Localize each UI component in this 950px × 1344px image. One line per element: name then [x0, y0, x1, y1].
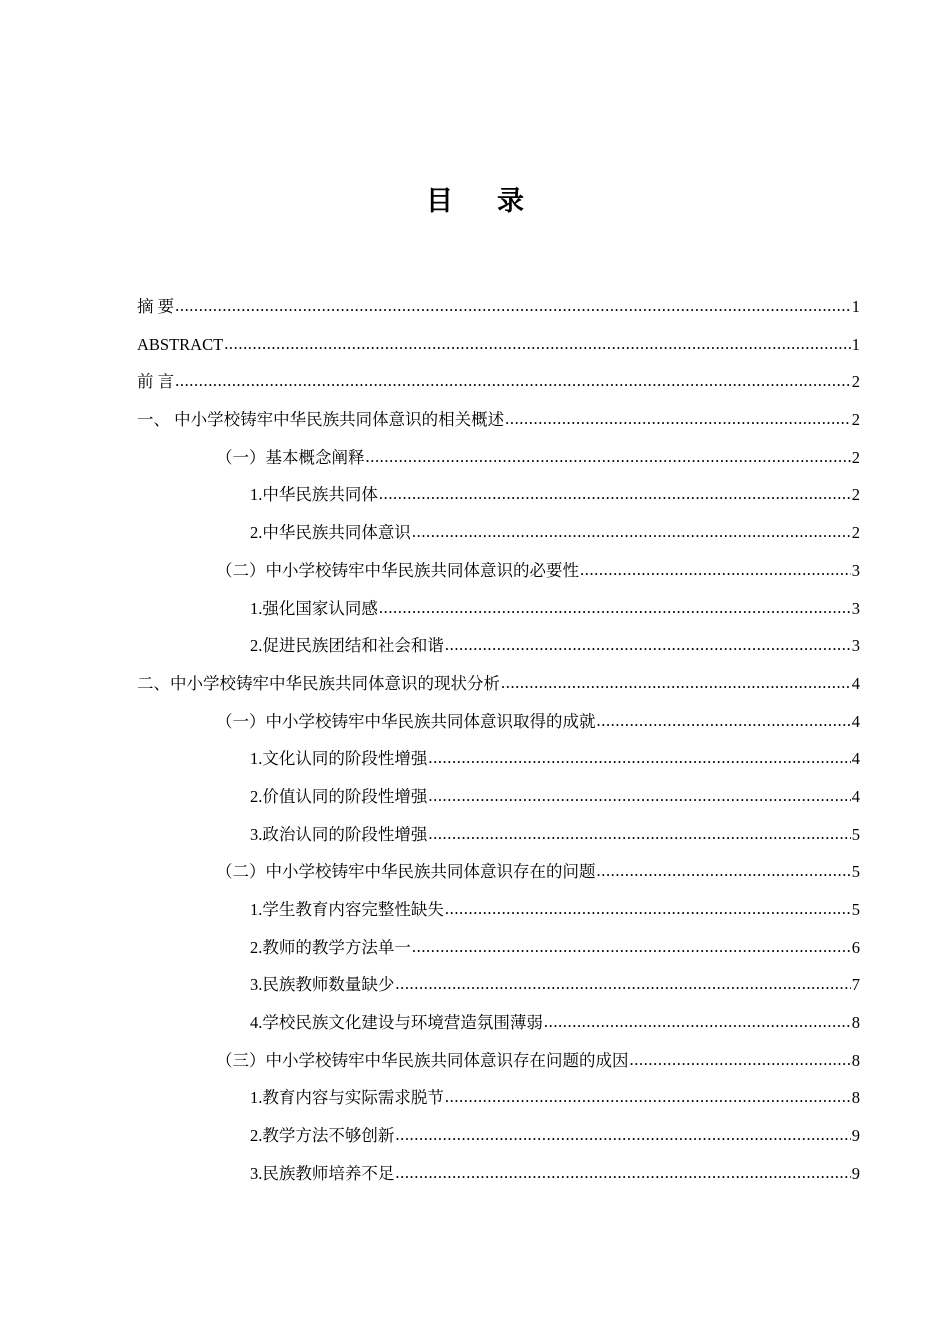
toc-page-number: 2 [851, 523, 860, 543]
toc-entry-subsection[interactable] [137, 480, 860, 518]
toc-entry-subsection[interactable] [137, 594, 860, 632]
toc-entry-label: 1.学生教育内容完整性缺失 [250, 900, 444, 919]
toc-dot-leader [175, 366, 851, 396]
toc-entry-abstract-cn[interactable] [137, 292, 860, 330]
toc-entry-preface[interactable] [137, 367, 860, 405]
toc-page-number: 3 [851, 636, 860, 656]
toc-entry-label: ABSTRACT [137, 334, 224, 354]
toc-dot-leader [366, 442, 851, 472]
toc-entry-label: 2.教学方法不够创新 [250, 1126, 395, 1146]
toc-dot-leader [379, 593, 851, 623]
toc-dot-leader [597, 856, 851, 886]
toc-entry-label: 一、 中小学校铸牢中华民族共同体意识的相关概述 [137, 410, 505, 430]
toc-page-number: 9 [851, 1126, 860, 1146]
toc-entry-label: 前 言 [137, 372, 175, 392]
toc-entry-subsection[interactable] [137, 895, 860, 933]
toc-dot-leader [544, 1007, 851, 1037]
toc-entry-label: 2.价值认同的阶段性增强 [250, 786, 428, 806]
toc-page-number: 2 [851, 485, 860, 505]
toc-dot-leader [412, 517, 851, 547]
toc-page-number: 6 [851, 937, 860, 957]
toc-dot-leader [395, 969, 850, 999]
toc-entry-label: 3.民族教师数量缺少 [250, 975, 395, 995]
toc-page-number: 8 [851, 1088, 860, 1108]
toc-entry-label: （二）中小学校铸牢中华民族共同体意识的必要性 [216, 560, 579, 580]
toc-entry-label: （一）中小学校铸牢中华民族共同体意识取得的成就 [216, 711, 596, 731]
toc-entry-subsection[interactable] [137, 1121, 860, 1159]
page-title-left: 目 [426, 186, 453, 217]
toc-entry-subsection[interactable] [137, 820, 860, 858]
toc-entry-label: 2.中华民族共同体意识 [250, 523, 411, 543]
toc-entry-label: （二）中小学校铸牢中华民族共同体意识存在的问题 [216, 862, 596, 882]
toc-entry-chapter-1[interactable] [137, 405, 860, 443]
toc-page-number: 9 [851, 1163, 860, 1183]
toc-page-number: 4 [851, 711, 860, 731]
toc-page-number: 3 [851, 560, 860, 580]
toc-entry-label: 1.中华民族共同体 [250, 485, 378, 505]
toc-entry-label: （一）基本概念阐释 [216, 447, 365, 467]
toc-entry-subsection[interactable] [137, 970, 860, 1008]
toc-entry-abstract-en[interactable] [137, 330, 860, 368]
toc-dot-leader [445, 630, 851, 660]
toc-dot-leader [224, 329, 851, 359]
table-of-contents [137, 292, 860, 1197]
toc-entry-section-2-2[interactable] [137, 857, 860, 895]
toc-page-number: 1 [851, 334, 860, 354]
toc-page-number: 1 [851, 297, 860, 316]
toc-page-number: 4 [851, 786, 860, 806]
toc-entry-subsection[interactable] [137, 1083, 860, 1121]
toc-dot-leader [428, 781, 850, 811]
toc-page-number: 2 [851, 372, 860, 392]
toc-entry-subsection[interactable] [137, 744, 860, 782]
toc-page-number: 8 [851, 1013, 860, 1033]
toc-dot-leader [445, 1082, 851, 1112]
toc-dot-leader [412, 932, 851, 962]
toc-page-number: 4 [851, 673, 860, 693]
toc-page-number: 7 [851, 975, 860, 995]
toc-dot-leader [630, 1045, 851, 1075]
toc-entry-label: 4.学校民族文化建设与环境营造氛围薄弱 [250, 1013, 543, 1033]
toc-entry-label: （三）中小学校铸牢中华民族共同体意识存在问题的成因 [216, 1050, 629, 1070]
toc-dot-leader [428, 743, 850, 773]
toc-entry-label: 1.教育内容与实际需求脱节 [250, 1088, 444, 1108]
toc-entry-label: 摘 要 [137, 297, 175, 316]
toc-entry-subsection[interactable] [137, 1008, 860, 1046]
toc-dot-leader [395, 1120, 850, 1150]
toc-entry-section-1-1[interactable] [137, 443, 860, 481]
toc-entry-section-1-2[interactable] [137, 556, 860, 594]
toc-entry-section-2-3[interactable] [137, 1046, 860, 1084]
toc-page-number: 2 [851, 447, 860, 467]
toc-dot-leader [428, 819, 850, 849]
toc-entry-label: 3.民族教师培养不足 [250, 1163, 395, 1183]
toc-entry-label: 1.文化认同的阶段性增强 [250, 749, 428, 769]
toc-page-number: 2 [851, 410, 860, 430]
toc-entry-label: 3.政治认同的阶段性增强 [250, 824, 428, 844]
toc-entry-chapter-2[interactable] [137, 669, 860, 707]
toc-entry-label: 1.强化国家认同感 [250, 598, 378, 618]
toc-entry-label: 2.促进民族团结和社会和谐 [250, 636, 444, 656]
toc-dot-leader [175, 291, 851, 321]
toc-entry-subsection[interactable] [137, 933, 860, 971]
toc-entry-label: 二、中小学校铸牢中华民族共同体意识的现状分析 [137, 673, 500, 693]
toc-page-number: 5 [851, 900, 860, 919]
toc-dot-leader [505, 404, 851, 434]
toc-page-number: 4 [851, 749, 860, 769]
toc-entry-section-2-1[interactable] [137, 707, 860, 745]
toc-entry-subsection[interactable] [137, 518, 860, 556]
toc-page-number: 5 [851, 824, 860, 844]
toc-entry-subsection[interactable] [137, 1159, 860, 1197]
toc-page-number: 3 [851, 598, 860, 618]
toc-dot-leader [597, 706, 851, 736]
toc-entry-label: 2.教师的教学方法单一 [250, 937, 411, 957]
toc-dot-leader [501, 668, 851, 698]
toc-entry-subsection[interactable] [137, 782, 860, 820]
toc-dot-leader [580, 555, 851, 585]
page-title-right: 录 [497, 186, 524, 217]
toc-entry-subsection[interactable] [137, 631, 860, 669]
toc-page-number: 5 [851, 862, 860, 882]
toc-dot-leader [379, 479, 851, 509]
toc-page-number: 8 [851, 1050, 860, 1070]
page-title [0, 184, 950, 220]
toc-dot-leader [445, 894, 851, 924]
toc-dot-leader [395, 1158, 850, 1188]
